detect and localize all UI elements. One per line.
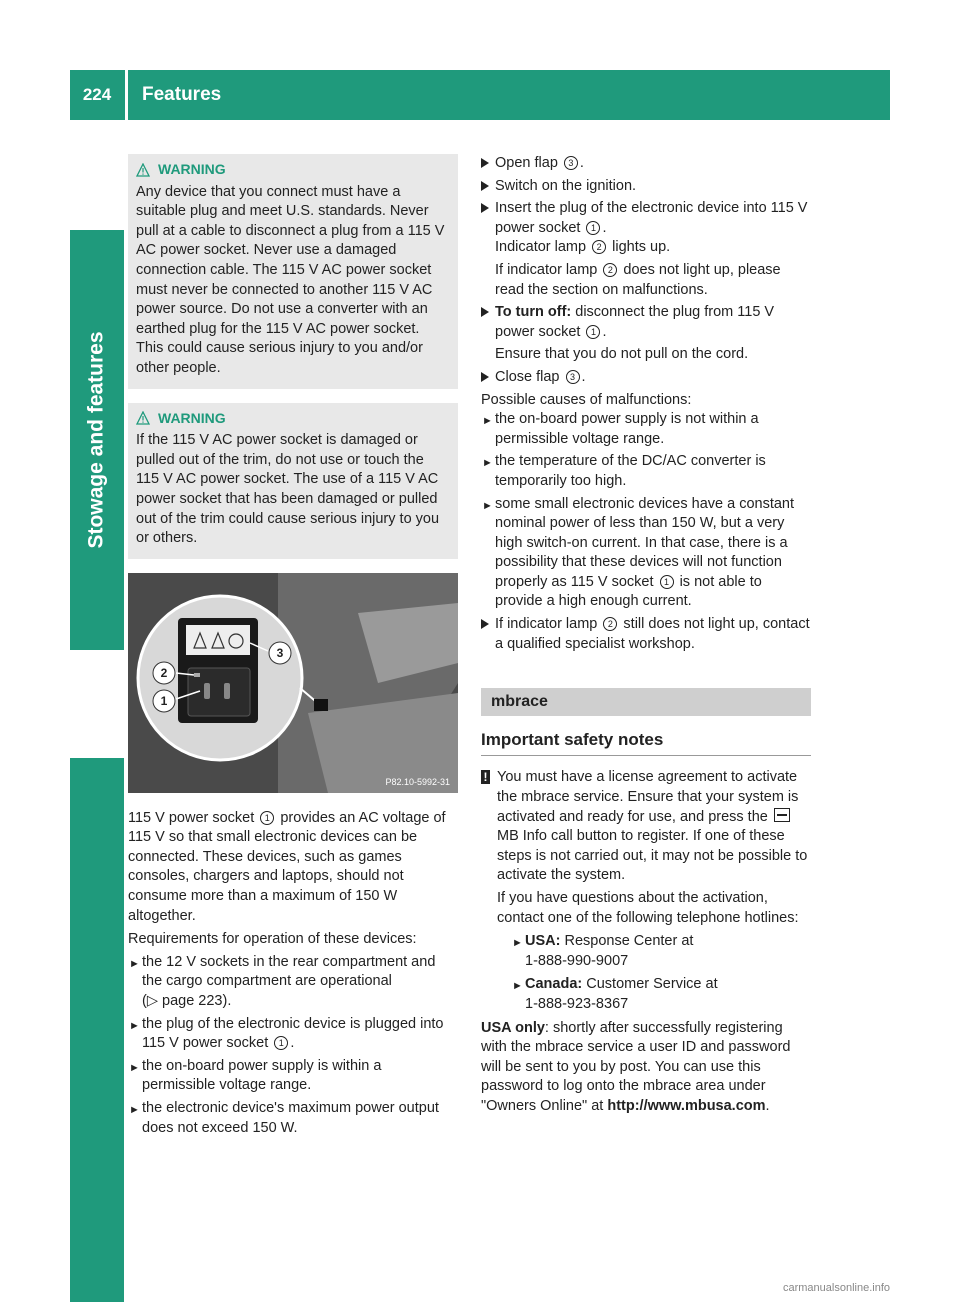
hotline-text: Response Center at xyxy=(564,933,694,950)
bullet-icon: ► xyxy=(129,1104,140,1116)
requirement-item xyxy=(128,953,458,1012)
requirement-text-3: the on-board power supply is within a permissible voltage range. xyxy=(142,1057,382,1094)
callout-ref-1: 1 xyxy=(260,811,274,825)
step-open-flap: Open flap 3 . xyxy=(481,154,811,174)
side-section-label: Stowage and features xyxy=(85,331,108,549)
malfunctions-title: Possible causes of malfunctions: xyxy=(481,391,692,408)
bullet-icon: ► xyxy=(482,499,493,512)
callout-ref-1: 1 xyxy=(274,1036,288,1050)
requirement-item xyxy=(128,1099,458,1138)
warning-box-1 xyxy=(128,154,458,389)
callout-2: 2 xyxy=(160,665,168,680)
hotline-phone: 1-888-990-9007 xyxy=(525,952,629,969)
note-text: If you have questions about the activation, contact one of the following telephone hotlines: xyxy=(497,890,799,926)
warning-text-2: If the 115 V AC power socket is damaged or pulled out of the trim, do not use or touch the 115 V AC power socket. The use of a 115 V AC power socket that has been damaged or pulled out of the trim could cause serious injury to you or others. xyxy=(136,432,440,547)
bullet-icon: ► xyxy=(482,415,493,428)
warning-box-2 xyxy=(128,403,458,559)
warning-title-text-1: WARNING xyxy=(158,161,226,177)
hotline-canada xyxy=(511,975,811,1014)
warning-title-2 xyxy=(136,409,450,429)
section-heading: Important safety notes xyxy=(481,730,811,757)
section-marker xyxy=(70,758,124,812)
bullet-icon: ► xyxy=(129,1019,140,1032)
page-number: 224 xyxy=(82,85,112,104)
bullet-icon: ► xyxy=(512,937,523,950)
page-title: Features xyxy=(142,84,222,105)
step-text: Switch on the ignition. xyxy=(495,177,637,194)
watermark: carmanualsonline.info xyxy=(782,1282,890,1294)
bullet-icon: ► xyxy=(482,457,493,470)
step-label: To turn off: xyxy=(495,304,572,321)
malfunction-text: the temperature of the DC/AC converter is temporarily too high. xyxy=(495,453,766,489)
malfunction-text: the on-board power supply is not within a permissible voltage range. xyxy=(495,411,759,447)
callout-ref-2: 2 xyxy=(592,240,606,254)
malfunction-text: is not able to provide a high enough current. xyxy=(495,573,762,610)
step-contact-workshop xyxy=(481,615,811,654)
step-subtext: Ensure that you do not pull on the cord. xyxy=(495,346,749,363)
step-arrow-icon xyxy=(481,181,489,191)
step-text: disconnect the plug from 115 V power socket xyxy=(495,304,775,340)
note-text: MB Info call button to register. If one of these steps is not carried out, it may not be possible to activate the system. xyxy=(497,828,808,884)
requirement-item xyxy=(128,1057,458,1096)
step-close-flap: Close flap 3 . xyxy=(481,368,811,388)
intro-text-a: 115 V power socket xyxy=(128,809,255,826)
hotline-label: Canada: xyxy=(525,976,583,993)
requirement-text-4: the electronic device's maximum power output does not exceed 150 W. xyxy=(142,1100,439,1136)
step-arrow-icon xyxy=(481,203,489,213)
page-reference-link[interactable]: (▷ page 223). xyxy=(142,993,232,1010)
warning-icon xyxy=(136,411,150,425)
intro-text-b: provides an AC voltage of 115 V so that small electronic devices can be connected. These devices, such as games consoles, chargers and laptops, should not consume more than a maximum of 150 W altogether. xyxy=(128,809,446,924)
callout-1: 1 xyxy=(160,693,168,708)
intro-paragraph xyxy=(128,809,458,927)
hotline-text: Customer Service at xyxy=(586,976,718,993)
right-column xyxy=(481,154,811,1117)
callout-ref-1: 1 xyxy=(586,221,600,235)
bullet-icon: ► xyxy=(512,980,523,993)
hotline-label: USA: xyxy=(525,933,561,950)
step-text: lights up. xyxy=(612,239,671,256)
step-arrow-icon xyxy=(481,307,489,317)
step-arrow-icon xyxy=(481,158,489,168)
malfunction-item xyxy=(481,495,811,613)
step-text: still does not light up, contact a qualified specialist workshop. xyxy=(495,616,810,652)
warning-title-text-2: WARNING xyxy=(158,409,226,426)
left-column xyxy=(128,154,458,1141)
step-subtext xyxy=(495,261,811,300)
bullet-icon: ► xyxy=(129,957,140,970)
header-divider xyxy=(125,70,128,120)
usa-only-text: : shortly after successfully registering with the mbrace service a user ID and password will be sent to you by post. You can use this password to log onto the mbrace area under "Owners Online" at xyxy=(481,1019,791,1114)
hotline-usa xyxy=(511,932,811,971)
usa-only-paragraph xyxy=(481,1019,811,1117)
warning-title-1 xyxy=(136,160,450,180)
mb-info-call-icon xyxy=(774,808,790,822)
callout-ref-2: 2 xyxy=(603,263,617,277)
note-text: You must have a license agreement to activate the mbrace service. Ensure that your system is activated and ready for use, and press the xyxy=(497,769,799,825)
requirements-title: Requirements for operation of these devices: xyxy=(128,931,417,948)
photo-code: P82.10-5992-31 xyxy=(385,776,450,787)
requirement-text-1: the 12 V sockets in the rear compartment and the cargo compartment are operational xyxy=(142,953,436,990)
step-arrow-icon xyxy=(481,619,489,629)
warning-text-1: Any device that you connect must have a suitable plug and meet U.S. standards. Never pull at a cable to disconnect a plug from a 115 V AC power socket. Never use a damaged connection cable. The 115 V AC power socket must never be connected to another 115 V AC power source. Do not use a converter with an earthed plug for the 115 V AC power socket. This could cause serious injury to you and/or other people. xyxy=(136,183,445,376)
important-note xyxy=(481,768,811,1014)
step-text: does not light up, please read the section on malfunctions. xyxy=(495,261,781,298)
step-text: If indicator lamp xyxy=(495,261,598,278)
usa-only-label: USA only xyxy=(481,1019,545,1036)
period-text: . xyxy=(765,1097,770,1114)
hotline-phone: 1-888-923-8367 xyxy=(525,995,629,1012)
side-section-label-wrap xyxy=(70,230,124,650)
malfunction-text: some small electronic devices have a constant nominal power of less than 150 W, but a very high switch-on current. In that case, there is a possibility that these devices will not function properly as 115 V socket xyxy=(495,495,795,590)
step-text: Indicator lamp xyxy=(495,239,587,256)
callout-ref-3: 3 xyxy=(566,370,580,384)
requirement-item: ► the plug of the electronic device is plugged into 115 V power socket 1 . xyxy=(129,1015,444,1052)
section-band-mbrace: mbrace xyxy=(481,688,811,716)
callout-3: 3 xyxy=(276,645,284,660)
warning-icon xyxy=(136,163,150,177)
malfunction-item xyxy=(481,410,811,449)
callout-ref-2: 2 xyxy=(603,617,617,631)
step-text: If indicator lamp xyxy=(495,616,598,633)
requirement-text-2: the plug of the electronic device is plugged into 115 V power socket xyxy=(142,1015,444,1052)
callout-ref-1: 1 xyxy=(660,575,674,589)
step-insert-plug: Insert the plug of the electronic device into 115 V power socket 1 . Indicator lamp 2 lights up. If indicator lamp 2 does not light up, please read the section on malfunctions. xyxy=(481,199,811,300)
step-text: Open flap xyxy=(495,155,558,171)
step-arrow-icon xyxy=(481,372,489,382)
mbusa-link[interactable]: http://www.mbusa.com xyxy=(607,1097,766,1114)
power-socket-photo xyxy=(128,573,458,793)
power-socket-illustration xyxy=(128,573,458,793)
exclamation-icon: ! xyxy=(481,770,490,784)
callout-ref-1: 1 xyxy=(586,325,600,339)
malfunction-item xyxy=(481,452,811,491)
step-turn-off: To turn off: disconnect the plug from 115 V power socket 1 . Ensure that you do not pull on the cord. xyxy=(481,303,811,365)
bullet-icon: ► xyxy=(129,1061,140,1074)
callout-ref-3: 3 xyxy=(564,156,578,170)
step-text: Close flap xyxy=(495,368,560,385)
step-ignition xyxy=(481,177,811,197)
step-text: Insert the plug of the electronic device into 115 V power socket xyxy=(495,200,808,236)
